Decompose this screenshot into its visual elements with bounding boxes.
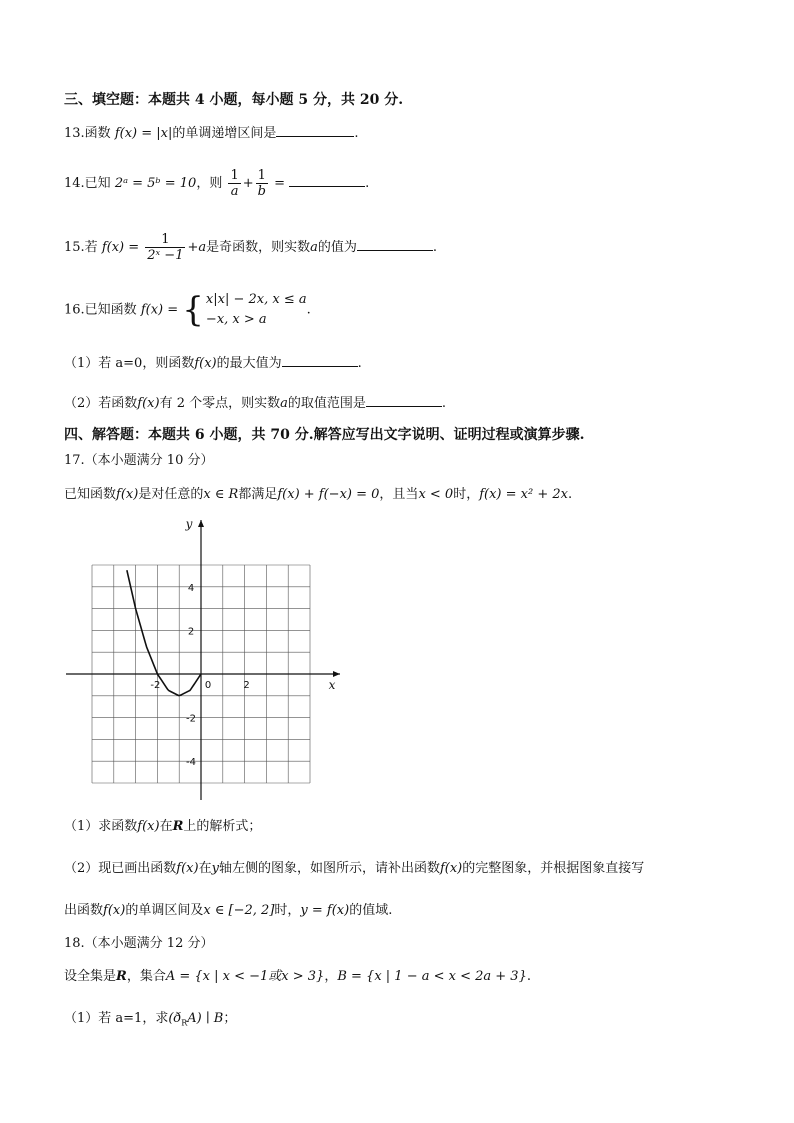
q17-stem-end: . (567, 487, 573, 502)
question-16 (64, 290, 311, 330)
question-17-part-2 (64, 860, 644, 878)
q18-set-A: A = {x | x < −1或x > 3} (165, 969, 325, 984)
q16-cases (206, 290, 307, 330)
x-tick-label: 2 (243, 680, 250, 691)
question-18-stem (64, 968, 531, 986)
q16-brace: { (182, 290, 204, 330)
q15-answer-blank[interactable] (357, 238, 433, 251)
q14-f1-num: 1 (230, 168, 239, 183)
q17-stem-c: 都满足 (238, 487, 278, 502)
q15-suffix: 是奇函数，则实数 (206, 240, 311, 255)
q17-sub1-func: f(x) (137, 819, 160, 834)
q17-sub2-l2-a: 出函数 (64, 903, 104, 918)
q17-sub2-l2-d: 的值域. (349, 903, 393, 918)
origin-label: 0 (204, 680, 212, 691)
q18-sub1-end: ； (223, 1011, 237, 1026)
q14-equals: = (274, 176, 286, 191)
y-tick-label: -4 (186, 757, 196, 769)
q17-stem-b: 是对任意的 (138, 487, 204, 502)
q18-header: 18.（本小题满分 12 分） (64, 936, 214, 951)
q17-stem-eq: f(x) + f(−x) = 0 (277, 487, 380, 502)
q17-sub2-d: 的完整图象，并根据图象直接写 (462, 861, 645, 876)
question-16-part-2 (64, 394, 446, 413)
q17-sub2-l2-b: 的单调区间及 (125, 903, 204, 918)
q18-stem-b: ，集合 (126, 969, 166, 984)
q16-sub2-var: a (280, 396, 288, 411)
q18-set-B: B = {x | 1 − a < x < 2a + 3} (337, 969, 527, 984)
q18-stem-a: 设全集是 (64, 969, 117, 984)
q18-stem-c: ， (324, 969, 338, 984)
section-3-title: 三、填空题：本题共 4 小题，每小题 5 分，共 20 分. (64, 92, 404, 108)
q16-sub2-text-b: 有 2 个零点，则实数 (159, 396, 281, 411)
q14-prefix: 14.已知 (64, 176, 111, 191)
q17-stem-e: 时， (453, 487, 480, 502)
section-4-heading (64, 426, 584, 444)
q17-sub2-y: y (211, 861, 219, 876)
q13-end: . (354, 126, 359, 141)
q16-function: f(x) = (140, 302, 179, 318)
q15-frac-num: 1 (145, 232, 185, 248)
q14-fraction-1 (228, 168, 240, 199)
q17-sub2-l2-int: x ∈ [−2, 2] (203, 903, 275, 918)
question-17-part-1 (64, 818, 261, 836)
y-tick-label: -2 (186, 713, 196, 725)
q16-sub2-func: f(x) (137, 396, 160, 411)
question-13 (64, 124, 359, 143)
q16-sub1-text-b: 的最大值为 (216, 356, 282, 371)
q14-expression: 2ᵃ = 5ᵇ = 10 (114, 176, 197, 191)
q16-end: . (306, 302, 311, 318)
q16-sub2-text-c: 的取值范围是 (287, 396, 366, 411)
q16-sub1-func: f(x) (194, 356, 217, 371)
q18-sub1-expr: (ð (168, 1011, 182, 1026)
question-16-part-1 (64, 354, 362, 373)
q16-sub2-text: （2）若函数 (64, 396, 138, 411)
question-18-header (64, 935, 213, 953)
q15-tail: +a (187, 240, 207, 255)
q17-sub2-b: 在 (198, 861, 212, 876)
q16-case-2: −x, x > a (205, 312, 267, 327)
q14-fraction-2 (256, 168, 268, 199)
q17-sub2-func2: f(x) (439, 861, 463, 876)
q16-sub2-end: . (441, 396, 447, 411)
q14-f2-den: b (257, 184, 266, 199)
q13-suffix: 的单调递增区间是 (172, 126, 277, 141)
q18-sub1-sub: R (181, 1018, 188, 1028)
q17-sub1-b: 在 (159, 819, 173, 834)
q16-sub1-answer-blank[interactable] (282, 354, 358, 367)
q17-header: 17.（本小题满分 10 分） (64, 453, 214, 468)
y-axis-arrow (198, 520, 204, 527)
q15-prefix: 15.若 (64, 240, 98, 255)
y-tick-label: 2 (187, 626, 195, 638)
x-axis-label: x (328, 678, 336, 692)
q15-var: a (310, 240, 318, 255)
q18-stem-R: R (116, 969, 127, 984)
x-tick-label: -2 (150, 680, 161, 691)
q17-sub2-l2-eq: y = f(x) (300, 903, 350, 918)
q14-plus: + (242, 176, 254, 191)
section-3-heading (64, 91, 403, 109)
question-17-header (64, 452, 213, 470)
q16-sub1-end: . (357, 356, 362, 371)
q17-sub2-func: f(x) (176, 861, 199, 876)
q17-stem-func: f(x) (116, 487, 139, 502)
graph-tick-labels (150, 517, 335, 768)
q15-function: f(x) = (101, 240, 140, 255)
q16-prefix: 16.已知函数 (64, 302, 137, 318)
q17-sub2-l2-func: f(x) (103, 903, 126, 918)
q18-stem-end: . (526, 969, 531, 984)
q16-sub1-text: （1）若 a=0，则函数 (64, 356, 195, 371)
graph-axes (66, 520, 340, 800)
q17-stem-def: f(x) = x² + 2x (479, 487, 568, 502)
q14-answer-blank[interactable] (289, 174, 365, 187)
q17-stem-lt: x < 0 (418, 487, 454, 502)
q17-stem-a: 已知函数 (64, 487, 117, 502)
q18-sub1-a: （1）若 a=1，求 (64, 1011, 169, 1026)
q15-end: . (432, 240, 438, 255)
q14-f2-num: 1 (256, 168, 268, 184)
y-tick-label: 4 (187, 582, 195, 594)
function-graph (60, 512, 350, 804)
x-axis-arrow (333, 671, 340, 677)
section-4-title: 四、解答题：本题共 6 小题，共 70 分.解答应写出文字说明、证明过程或演算步骤. (64, 427, 585, 443)
q15-suffix2: 的值为 (317, 240, 357, 255)
q14-f1-den: a (230, 184, 239, 199)
question-17-stem (64, 486, 572, 504)
question-18-part-1 (64, 1010, 236, 1033)
question-17-part-2-cont (64, 902, 392, 920)
q17-sub2-l2-c: 时， (274, 903, 301, 918)
q17-sub1-R: R (172, 819, 184, 834)
q13-answer-blank[interactable] (276, 124, 354, 137)
q17-sub2-c: 轴左侧的图象，如图所示，请补出函数 (218, 861, 440, 876)
q17-stem-d: ，且当 (379, 487, 419, 502)
question-15 (64, 232, 437, 263)
q16-case-1: x|x| − 2x, x ≤ a (205, 292, 307, 307)
q15-frac-den: 2ˣ −1 (147, 248, 184, 263)
q16-sub2-answer-blank[interactable] (366, 394, 442, 407)
question-14 (64, 168, 369, 199)
q13-function: f(x) = |x| (114, 126, 173, 141)
q13-prefix: 13.函数 (64, 126, 111, 141)
q15-fraction (145, 232, 185, 263)
q17-sub2-a: （2）现已画出函数 (64, 861, 177, 876)
q17-sub1-a: （1）求函数 (64, 819, 138, 834)
y-axis-label: y (185, 517, 193, 531)
q14-mid: ，则 (196, 176, 223, 191)
q14-end: . (365, 176, 370, 191)
q17-sub1-c: 上的解析式； (183, 819, 262, 834)
q17-stem-cond: x ∈ R (203, 487, 239, 502)
q18-sub1-expr2: A) ∣ B (187, 1011, 224, 1026)
